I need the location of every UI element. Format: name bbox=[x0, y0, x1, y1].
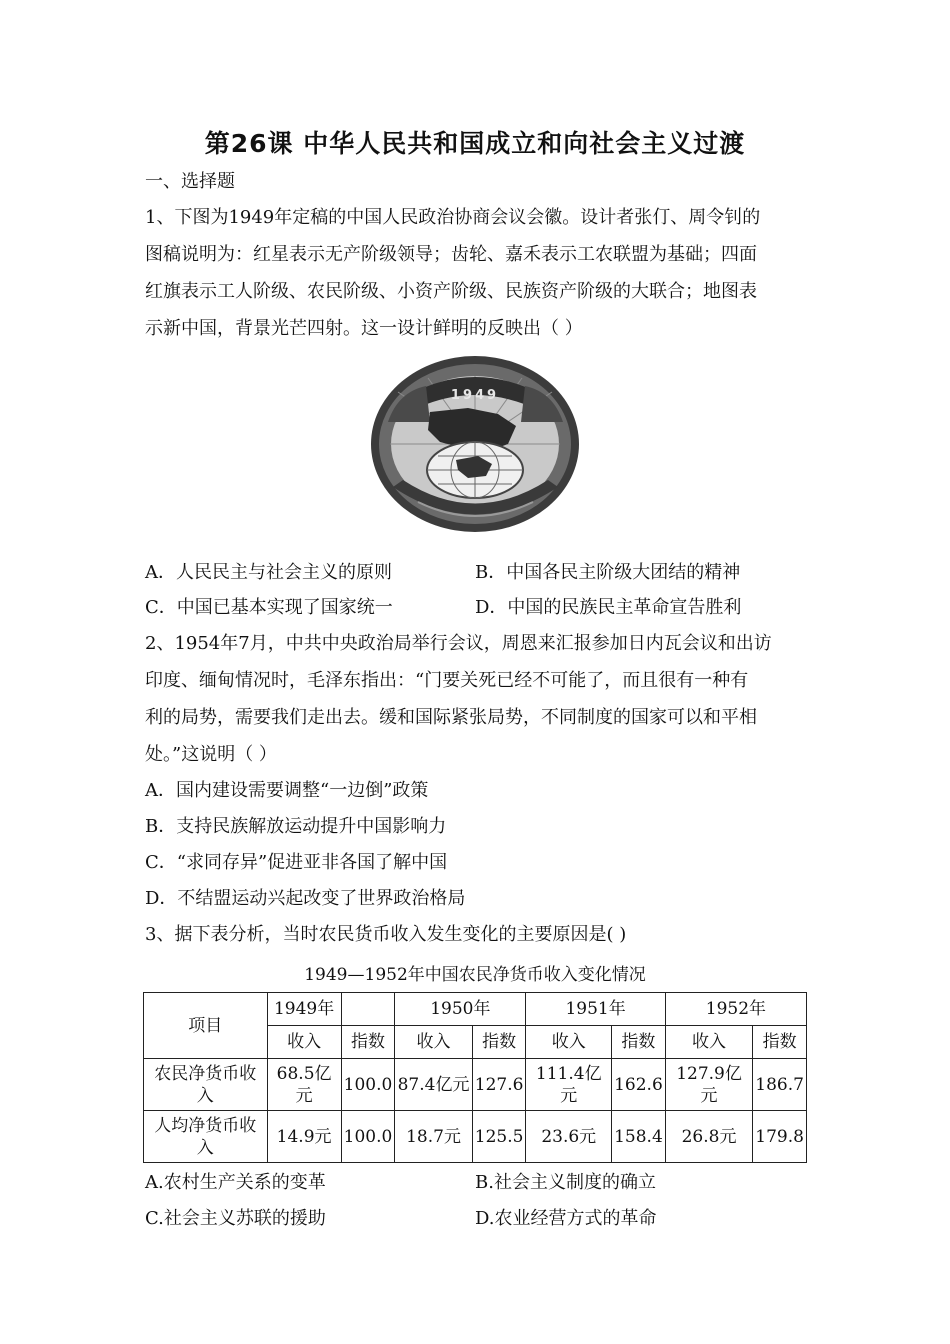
q1-option-b: B．中国各民主阶级大团结的精神 bbox=[475, 562, 741, 583]
table-cell: 111.4亿元 bbox=[526, 1059, 612, 1111]
section-heading: 一、选择题 bbox=[145, 171, 235, 192]
table-cell: 162.6 bbox=[612, 1059, 666, 1111]
table-header-row bbox=[144, 993, 807, 1026]
sub-income: 收入 bbox=[526, 1026, 612, 1059]
table-cell: 14.9元 bbox=[267, 1111, 341, 1163]
q1-option-c: C．中国已基本实现了国家统一 bbox=[145, 597, 393, 618]
table-cell: 127.9亿元 bbox=[665, 1059, 753, 1111]
page-title: 第26课 中华人民共和国成立和向社会主义过渡 bbox=[204, 129, 746, 158]
q2-option-b: B．支持民族解放运动提升中国影响力 bbox=[145, 816, 447, 837]
sub-index: 指数 bbox=[341, 1026, 395, 1059]
q2-option-d: D．不结盟运动兴起改变了世界政治格局 bbox=[145, 888, 466, 909]
table-cell: 186.7 bbox=[753, 1059, 807, 1111]
emblem-year-text: 1949 bbox=[450, 388, 500, 403]
table-cell: 127.6 bbox=[472, 1059, 526, 1111]
table-cell: 26.8元 bbox=[665, 1111, 753, 1163]
header-item: 项目 bbox=[144, 993, 268, 1059]
table-cell: 18.7元 bbox=[395, 1111, 472, 1163]
q1-line-2: 图稿说明为：红星表示无产阶级领导；齿轮、嘉禾表示工农联盟为基础；四面 bbox=[145, 244, 757, 265]
sub-index: 指数 bbox=[753, 1026, 807, 1059]
table-cell: 125.5 bbox=[472, 1111, 526, 1163]
q1-line-1: 1、下图为1949年定稿的中国人民政治协商会议会徽。设计者张仃、周令钊的 bbox=[145, 207, 761, 228]
q3-option-d: D.农业经营方式的革命 bbox=[475, 1208, 657, 1229]
table-cell: 158.4 bbox=[612, 1111, 666, 1163]
sub-income: 收入 bbox=[267, 1026, 341, 1059]
table-cell: 179.8 bbox=[753, 1111, 807, 1163]
header-year-1950: 1950年 bbox=[395, 993, 526, 1026]
income-table bbox=[143, 992, 807, 1163]
table-row bbox=[144, 1111, 807, 1163]
header-year-1949: 1949年 bbox=[267, 993, 341, 1026]
table-cell: 87.4亿元 bbox=[395, 1059, 472, 1111]
q3-option-a: A.农村生产关系的变革 bbox=[145, 1172, 326, 1193]
q2-option-c: C．“求同存异”促进亚非各国了解中国 bbox=[145, 852, 448, 873]
sub-income: 收入 bbox=[665, 1026, 753, 1059]
table-cell: 68.5亿元 bbox=[267, 1059, 341, 1111]
header-blank bbox=[341, 993, 395, 1026]
q2-line-4: 处。”这说明（ ） bbox=[145, 744, 277, 765]
table-cell: 100.0 bbox=[341, 1111, 395, 1163]
q3-stem: 3、据下表分析，当时农民货币收入发生变化的主要原因是( ) bbox=[145, 924, 627, 945]
q2-option-a: A．国内建设需要调整“一边倒”政策 bbox=[145, 780, 429, 801]
header-year-1951: 1951年 bbox=[526, 993, 665, 1026]
q1-line-4: 示新中国，背景光芒四射。这一设计鲜明的反映出（ ） bbox=[145, 318, 583, 339]
table-row bbox=[144, 1059, 807, 1111]
q1-line-3: 红旗表示工人阶级、农民阶级、小资产阶级、民族资产阶级的大联合；地图表 bbox=[145, 281, 757, 302]
q1-option-a: A．人民民主与社会主义的原则 bbox=[145, 562, 392, 583]
table-cell: 100.0 bbox=[341, 1059, 395, 1111]
q3-option-c: C.社会主义苏联的援助 bbox=[145, 1208, 326, 1229]
q2-line-3: 利的局势，需要我们走出去。缓和国际紧张局势，不同制度的国家可以和平相 bbox=[145, 707, 757, 728]
sub-income: 收入 bbox=[395, 1026, 472, 1059]
cppcc-emblem-image bbox=[368, 352, 583, 537]
q2-line-2: 印度、缅甸情况时，毛泽东指出：“门要关死已经不可能了，而且很有一种有 bbox=[145, 670, 749, 691]
q2-line-1: 2、1954年7月，中共中央政治局举行会议，周恩来汇报参加日内瓦会议和出访 bbox=[145, 633, 772, 654]
header-year-1952: 1952年 bbox=[665, 993, 806, 1026]
sub-index: 指数 bbox=[472, 1026, 526, 1059]
sub-index: 指数 bbox=[612, 1026, 666, 1059]
q3-option-b: B.社会主义制度的确立 bbox=[475, 1172, 656, 1193]
table-caption: 1949—1952年中国农民净货币收入变化情况 bbox=[304, 965, 646, 985]
table-cell: 23.6元 bbox=[526, 1111, 612, 1163]
row-label: 农民净货币收入 bbox=[144, 1059, 268, 1111]
q1-option-d: D．中国的民族民主革命宣告胜利 bbox=[475, 597, 742, 618]
row-label: 人均净货币收入 bbox=[144, 1111, 268, 1163]
